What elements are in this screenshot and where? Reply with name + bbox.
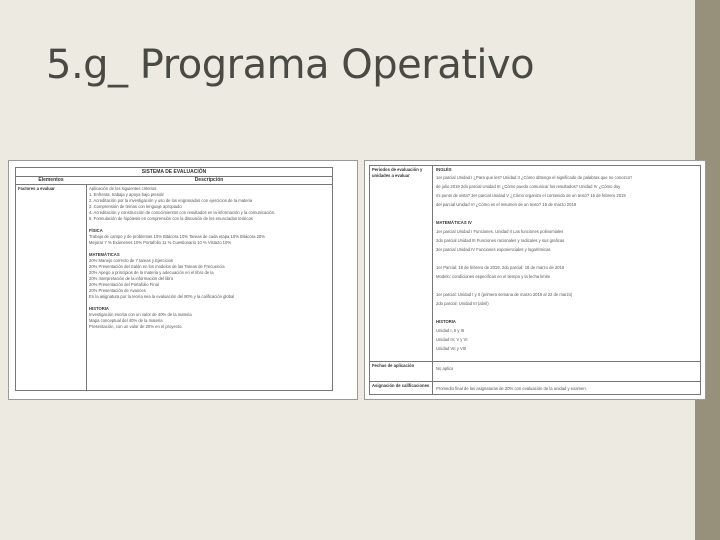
periods-line: 3er parcial Unidad IV Funciones exponenciales y logarítmicas bbox=[436, 247, 551, 252]
description-line: 20% Presentación del Portafolio Final bbox=[89, 282, 159, 287]
periods-line: Unidad VII y VIII bbox=[436, 346, 467, 351]
periods-line: Unidad I, II y III bbox=[436, 328, 465, 333]
description-line: Mapa conceptual del 40% de la materia bbox=[89, 318, 163, 323]
periods-line: del parcial Unidad VI ¿Cómo es el resumen de un texto? 15 de marzo 2019 bbox=[436, 202, 577, 207]
periods-line: 1er parcial: Unidad I y II (primera semana de marzo 2019 al 22 de marzo) bbox=[436, 292, 573, 297]
description-line: 4. Acreditación y construcción de conocimientos con resultados en la información y la comunicación. bbox=[89, 210, 276, 215]
periods-line: 1er parcial Unidad I Funciones. Unidad II Las funciones polinomiales bbox=[436, 229, 564, 234]
description-line: 1. Enfrenta, trabaja y apoya bajo presión bbox=[89, 192, 165, 197]
description-line: Mejorar 7 % Exámenes 10% Portafolio 11 % Cuestionario 10 % Vistazo 10% bbox=[89, 240, 232, 245]
column-header-elements: Elementos bbox=[38, 177, 64, 183]
periods-line: Modelo: condiciones especificas en el tiempo y la fecha limite bbox=[436, 274, 551, 279]
periods-line: 2do parcial Unidad III Funciones racionales y radicales y sus graficas bbox=[436, 238, 565, 243]
periods-line: 1er parcial Unidad I ¿Para que les? Unidad II ¿Cómo obtengo el significado de palabras que no conozco? bbox=[436, 175, 633, 180]
periods-line: Unidad IV, V y VI bbox=[436, 337, 468, 342]
evaluation-periods-document bbox=[364, 160, 706, 400]
periods-line: de julio 2019 2do parcial Unidad III ¿Cómo puedo comunicar los resultados? Unidad IV ¿Cómo doy bbox=[436, 184, 621, 189]
periods-line: 1er Parcial: 18 de febrero de 2019, 2do parcial: 18 de marzo de 2019 bbox=[436, 265, 565, 270]
row-label-periods: Periodos de evaluación y unidades a evaluar bbox=[372, 167, 423, 178]
periods-line: HISTORIA bbox=[436, 319, 456, 324]
slide-title: 5.g_ Programa Operativo bbox=[46, 42, 535, 88]
description-line: Trabajo de campo y de problemas 10% Bitácora 10% Tareas de cada etapa 10% Bitácora 20% bbox=[89, 234, 265, 239]
grades-text: Promedio final de las asignaturas de 20% con evaluación de la unidad y examen. bbox=[436, 386, 587, 391]
description-line: 20% Interpretación de la información del libro bbox=[89, 276, 174, 281]
dates-text: No aplica bbox=[436, 366, 454, 371]
description-line: 20% Presentación del Salón en los modelos de las Tareas de Frecuencia bbox=[89, 264, 225, 269]
description-line: Aplicación de los siguientes criterios: bbox=[89, 186, 158, 191]
periods-line: 2do parcial: Unidad III (abril) bbox=[436, 301, 489, 306]
description-line: 20% Apego a principios de la materia y adecuación en el libro de la bbox=[89, 270, 214, 275]
evaluation-table bbox=[15, 167, 333, 391]
description-line: Presentación, con un valor de 20% en el proyecto. bbox=[89, 324, 183, 329]
table-column-headers bbox=[16, 176, 332, 185]
row-label-factors: Factores a evaluar bbox=[18, 186, 55, 191]
description-line: Investigación escrita con un valor de 40% de la materia bbox=[89, 312, 192, 317]
description-line: HISTORIA bbox=[89, 306, 109, 311]
periods-table bbox=[369, 165, 701, 395]
evaluation-system-document bbox=[8, 160, 358, 400]
description-line: FÍSICA bbox=[89, 228, 103, 233]
description-line: 2. Acreditación por la investigación y uso de los engranados con ejercicios de la materia bbox=[89, 198, 253, 203]
table-title: SISTEMA DE EVALUACIÓN bbox=[16, 168, 332, 177]
description-line: MATEMÁTICAS bbox=[89, 252, 120, 257]
description-line: 20% Manejo correcto de 7 tareas y Ejercicios bbox=[89, 258, 174, 263]
description-line: 3. Comprensión de temas con lenguaje apropiado bbox=[89, 204, 182, 209]
description-line: 5. Formulación de hipótesis en comprensión con la discusión de los enunciados teóricos bbox=[89, 216, 253, 221]
row-label-dates: Fechas de aplicación bbox=[372, 363, 415, 368]
periods-line: MATEMÁTICAS IV bbox=[436, 220, 472, 225]
section-english: INGLÉS bbox=[436, 167, 452, 172]
description-line: En la asignatura por la teoría sea la evaluación del 80% y la calificación global bbox=[89, 294, 235, 299]
column-header-description: Descripción bbox=[194, 177, 224, 183]
description-line: 20% Presentación de Avances bbox=[89, 288, 146, 293]
row-label-grades: Asignación de calificaciones bbox=[372, 383, 430, 388]
periods-line: mi punto de vista? 3er parcial Unidad V ¿Cómo organizo el contenido de un texto? 15 de febrero 2019 bbox=[436, 193, 626, 198]
